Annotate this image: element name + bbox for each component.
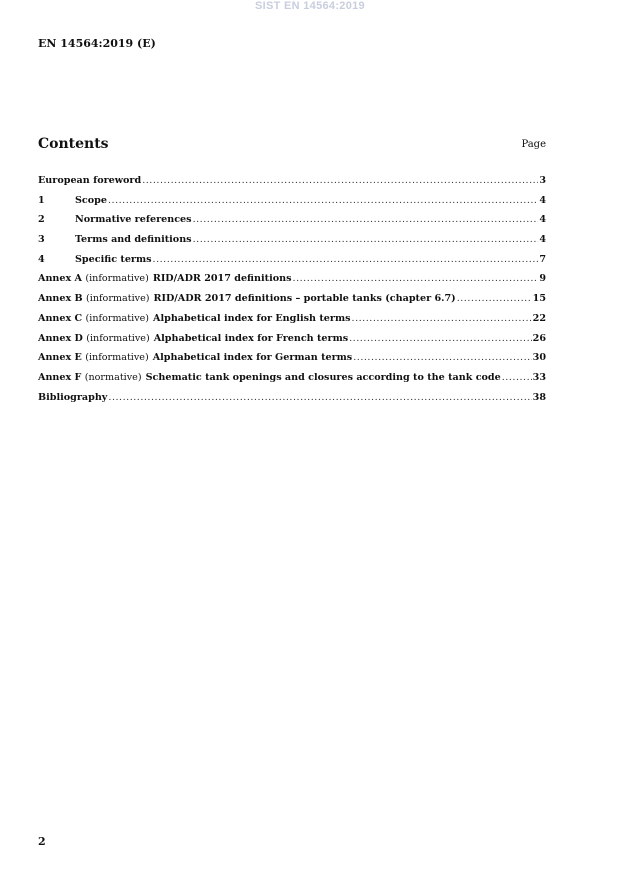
- toc-annex-id: Annex B: [38, 293, 83, 305]
- toc-entry-title: Alphabetical index for English terms: [153, 312, 351, 324]
- toc-entry-page: 15: [532, 293, 546, 305]
- toc-entry-page: 4: [539, 234, 546, 246]
- toc-annex-label: [38, 293, 150, 304]
- toc-entry-title: Terms and definitions: [75, 234, 192, 246]
- dot-leader: [353, 352, 531, 363]
- dot-leader: [108, 195, 538, 206]
- toc-entry[interactable]: [38, 175, 546, 195]
- toc-entry[interactable]: [38, 273, 546, 293]
- dot-leader: [108, 392, 531, 403]
- toc-entry-title: European foreword: [38, 175, 142, 186]
- dot-leader: [349, 333, 532, 344]
- toc-entry-title: Alphabetical index for French terms: [153, 332, 349, 344]
- toc-entry-page: 22: [532, 312, 546, 324]
- toc-entry[interactable]: [38, 352, 546, 372]
- toc-annex-label: [38, 352, 149, 363]
- toc-annex-id: Annex F: [38, 371, 82, 383]
- watermark: SIST EN 14564:2019: [255, 0, 365, 12]
- toc-annex-type: (informative): [85, 352, 149, 364]
- dot-leader: [293, 273, 539, 284]
- toc-annex-id: Annex D: [38, 332, 83, 344]
- toc-entry-number: 3: [38, 234, 45, 246]
- toc-annex-type: (normative): [84, 371, 142, 383]
- toc-entry-page: 26: [532, 332, 546, 344]
- toc-entry[interactable]: [38, 195, 546, 215]
- toc-annex-type: (informative): [86, 332, 150, 344]
- toc-entry[interactable]: [38, 293, 546, 313]
- toc-entry-title: Bibliography: [38, 391, 108, 403]
- toc-entry-title: RID/ADR 2017 definitions – portable tanks (chapter 6.7): [153, 293, 456, 305]
- table-of-contents: [38, 175, 546, 411]
- toc-entry-page: 4: [539, 194, 546, 206]
- toc-annex-id: Annex C: [38, 312, 83, 324]
- toc-entry-page: 7: [539, 253, 546, 265]
- toc-entry-page: 3: [539, 175, 546, 186]
- dot-leader: [193, 214, 539, 225]
- toc-annex-label: [38, 313, 149, 324]
- toc-entry-title: Scope: [75, 194, 107, 206]
- toc-entry[interactable]: [38, 392, 546, 412]
- page-number: 2: [38, 835, 46, 848]
- toc-annex-id: Annex A: [38, 273, 83, 285]
- toc-entry-page: 9: [539, 273, 546, 285]
- toc-entry-title: Normative references: [75, 214, 192, 226]
- toc-entry-title: RID/ADR 2017 definitions: [152, 273, 292, 285]
- toc-entry[interactable]: [38, 234, 546, 254]
- toc-entry-number: 4: [38, 253, 45, 265]
- toc-entry-page: 33: [532, 371, 546, 383]
- toc-annex-type: (informative): [85, 312, 150, 324]
- toc-entry[interactable]: [38, 214, 546, 234]
- dot-leader: [457, 293, 532, 304]
- toc-annex-label: [38, 333, 150, 344]
- toc-annex-label: [38, 372, 142, 383]
- toc-entry[interactable]: [38, 313, 546, 333]
- toc-entry[interactable]: [38, 254, 546, 274]
- contents-heading: Contents: [38, 136, 109, 152]
- toc-annex-label: [38, 273, 149, 284]
- toc-entry-page: 4: [539, 214, 546, 226]
- dot-leader: [142, 175, 538, 186]
- toc-annex-id: Annex E: [38, 352, 82, 364]
- toc-entry-number: 2: [38, 214, 45, 226]
- toc-entry[interactable]: [38, 372, 546, 392]
- toc-entry-title: Schematic tank openings and closures according to the tank code: [145, 371, 501, 383]
- toc-entry-number: 1: [38, 194, 45, 206]
- toc-entry-page: 38: [532, 391, 546, 403]
- toc-annex-type: (informative): [86, 293, 150, 305]
- dot-leader: [193, 234, 539, 245]
- toc-entry-page: 30: [532, 352, 546, 364]
- toc-entry-title: Specific terms: [75, 253, 152, 265]
- toc-entry-title: Alphabetical index for German terms: [152, 352, 353, 364]
- toc-entry[interactable]: [38, 333, 546, 353]
- dot-leader: [352, 313, 532, 324]
- dot-leader: [153, 254, 539, 265]
- page-column-label: Page: [521, 139, 546, 150]
- dot-leader: [502, 372, 532, 383]
- toc-annex-type: (informative): [85, 273, 149, 285]
- document-id: EN 14564:2019 (E): [38, 37, 156, 50]
